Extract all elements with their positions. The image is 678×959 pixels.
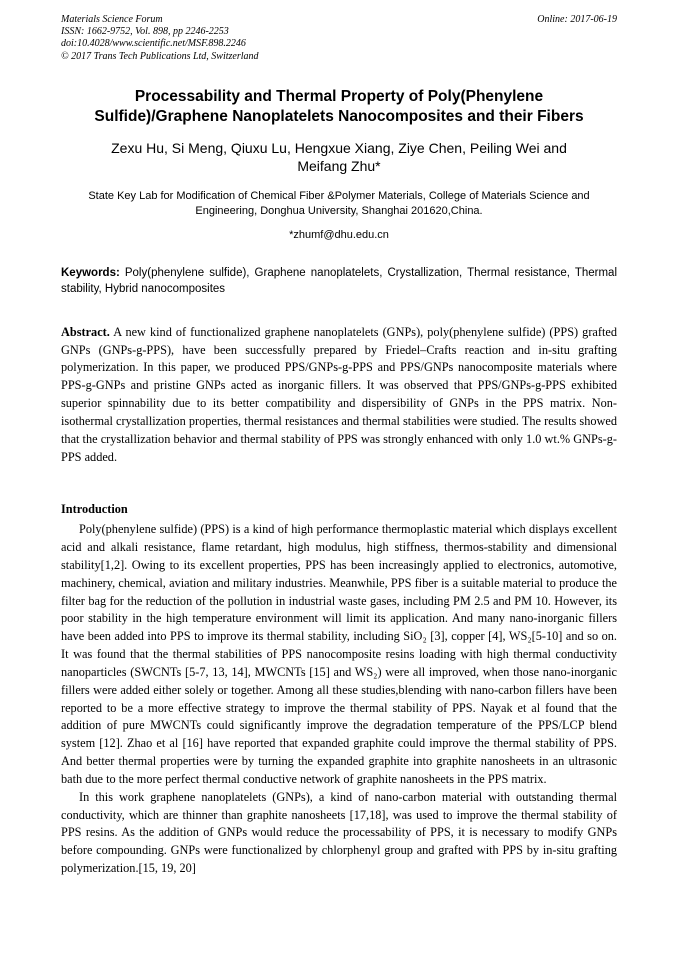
issn-line: ISSN: 1662-9752, Vol. 898, pp 2246-2253: [61, 26, 229, 38]
keywords-paragraph: [61, 265, 617, 298]
author-list: Zexu Hu, Si Meng, Qiuxu Lu, Hengxue Xiang, Ziye Chen, Peiling Wei and Meifang Zhu*: [111, 139, 567, 174]
section-heading-introduction: Introduction: [61, 502, 128, 517]
introduction-paragraph-2: In this work graphene nanoplatelets (GNPs), a kind of nano-carbon material with outstanding thermal conductivity, which are thinner than graphite nanosheets [17,18], was used to improve the thermal stability of PPS resins. As the addition of GNPs would reduce the processability of PPS, it is necessary to modify GNPs before compounding. GNPs were functionalized by chlorphenyl group and grafted with PPS by in-situ grafting polymerization.[15, 19, 20]: [61, 789, 617, 876]
doi-line: doi:10.4028/www.scientific.net/MSF.898.2246: [61, 38, 246, 50]
keywords-text: Poly(phenylene sulfide), Graphene nanoplatelets, Crystallization, Thermal resistance, Thermal stability, Hybrid nanocomposites: [61, 267, 617, 296]
abstract-label: Abstract.: [61, 324, 110, 339]
introduction-paragraph-1: Poly(phenylene sulfide) (PPS) is a kind of high performance thermoplastic material which displays excellent acid and alkali resistance, flame retardant, high modulus, high stiffness, thermos-stability and dimensional stability[1,2]. Owing to its excellent properties, PPS has been increasingly applied to electronics, automotive, machinery, chemical, aviation and military industries. Meanwhile, PPS fiber is a suitable material to produce the filter bag for the reduction of the pollution in industrial waste gases, including PM 2.5 and PM 10. However, its poor stability in the high temperature environment will limit its application. And many nano-inorganic fillers have been added into PPS to improve its thermal stability, including SiO₂ [3], copper [4], WS₂[5-10] and so on. It was found that the thermal stabilities of PPS nanocomposite resins loading with high thermal conductivity nanoparticles (SWCNTs [5-7, 13, 14], MWCNTs [15] and WS₂) were all improved, when those nano-inorganic fillers were added either solely or together. Among all these studies,blending with nano-carbon fillers have been reported to be a more effective strategy to improve the thermal stability of PPS. Nayak et al found that the addition of pure MWCNTs could significantly improve the degradation temperature of the PPS/LCP blend system [12]. Zhao et al [16] have reported that expanded graphite could improve the thermal stability of PPS. And better thermal properties were by turning the expanded graphite into graphite nanosheets in an ultrasonic bath due to the more perfect thermal conductive network of graphite nanosheets in the PPS matrix.: [61, 522, 617, 786]
paper-title: Processability and Thermal Property of Poly(Phenylene Sulfide)/Graphene Nanoplatelets Nanocomposites and their Fibers: [94, 87, 584, 126]
abstract-paragraph: [61, 324, 617, 467]
journal-name: Materials Science Forum: [61, 14, 163, 25]
abstract-text: A new kind of functionalized graphene nanoplatelets (GNPs), poly(phenylene sulfide) (PPS) grafted GNPs (GNPs-g-PPS), have been successfully prepared by Friedel–Crafts reaction and in-situ grafting polymerization. In this paper, we produced PPS/GNPs-g-PPS and PPS/GNPs nanocomposite materials where PPS-g-GNPs and pristine GNPs acted as inorganic fillers. It was observed that PPS/GNPs-g-PPS exhibited superior spinnability due to its better compatibility and dispersibility of GNPs in the PPS matrix. Non-isothermal crystallization properties, thermal resistances and thermal stabilities were studied. The results showed that the crystallization behavior and thermal stability of PPS was strongly enhanced with only 1.0 wt.% GNPs-g-PPS added.: [61, 324, 617, 464]
journal-header-left: [61, 14, 259, 63]
corresponding-email: *zhumf@dhu.edu.cn: [289, 229, 389, 242]
affiliation: State Key Lab for Modification of Chemical Fiber &Polymer Materials, College of Materials Science and Engineering, Donghua University, Shanghai 201620,China.: [88, 190, 590, 217]
online-date: Online: 2017-06-19: [537, 14, 617, 25]
copyright-line: © 2017 Trans Tech Publications Ltd, Switzerland: [61, 50, 259, 62]
keywords-label: Keywords:: [61, 267, 120, 280]
journal-header: [61, 14, 617, 63]
